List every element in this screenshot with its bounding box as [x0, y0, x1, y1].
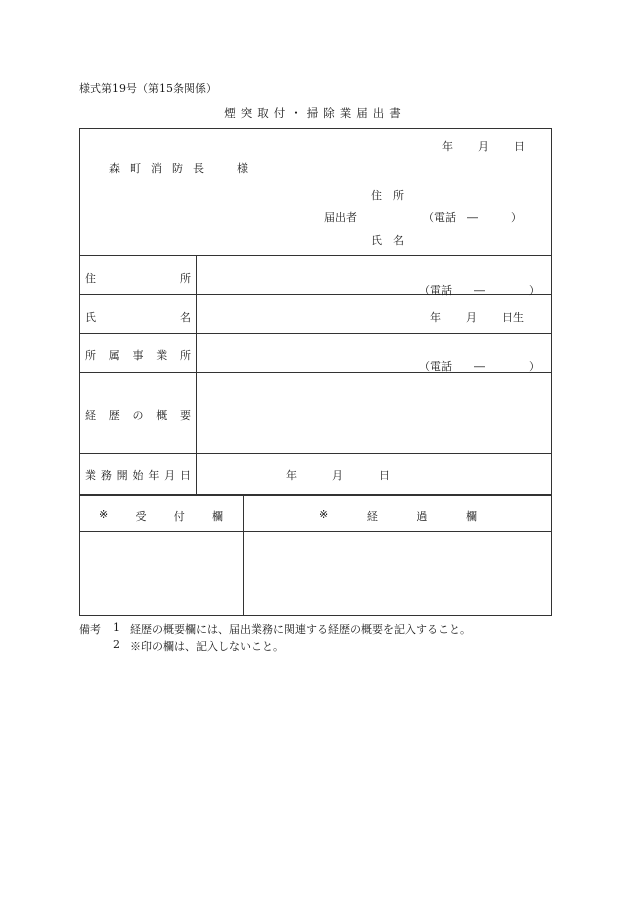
start-month: 月: [332, 469, 343, 482]
header-date-day: 日: [514, 140, 525, 153]
note-text: ※印の欄は、記入しないこと。: [130, 640, 284, 653]
row-divider: [79, 333, 552, 334]
header-date-month: 月: [478, 140, 489, 153]
birth-year: 年: [430, 311, 441, 324]
applicant-phone: （電話 ― ）: [423, 211, 522, 224]
progress-header: ※ 経 過 欄: [319, 508, 477, 523]
header-date-year: 年: [442, 140, 453, 153]
office-use-header-divider: [79, 531, 552, 532]
applicant-address-label: 住 所: [371, 189, 404, 202]
form-number: 様式第19号（第15条関係）: [79, 82, 217, 95]
row-divider: [79, 453, 552, 454]
start-year: 年: [286, 469, 297, 482]
label-column-divider: [196, 255, 197, 495]
career-label: 経 歴 の 概 要: [85, 409, 191, 422]
address-label: 住 所: [85, 272, 191, 285]
start-day: 日: [379, 469, 390, 482]
addressee: 森町消防長: [109, 162, 214, 175]
address-phone: （電話 ― ）: [419, 284, 540, 297]
name-label: 氏 名: [85, 311, 191, 324]
reception-header: ※ 受 付 欄: [99, 508, 223, 523]
applicant-name-label: 氏 名: [371, 234, 404, 247]
note-number: 2: [113, 638, 120, 651]
office-use-column-divider: [243, 495, 244, 616]
start-date-label: 業 務 開 始 年 月 日: [85, 469, 191, 482]
document-title: 煙突取付・掃除業届出書: [224, 106, 406, 120]
honorific: 様: [237, 162, 248, 175]
notes-heading: 備考: [79, 623, 101, 636]
birth-month: 月: [466, 311, 477, 324]
birth-day: 日生: [502, 311, 524, 324]
office-phone: （電話 ― ）: [419, 360, 540, 373]
note-text: 経歴の概要欄には、届出業務に関連する経歴の概要を記入すること。: [130, 623, 471, 636]
note-number: 1: [113, 621, 120, 634]
notifier-label: 届出者: [324, 211, 357, 224]
office-label: 所 属 事 業 所: [85, 349, 191, 362]
